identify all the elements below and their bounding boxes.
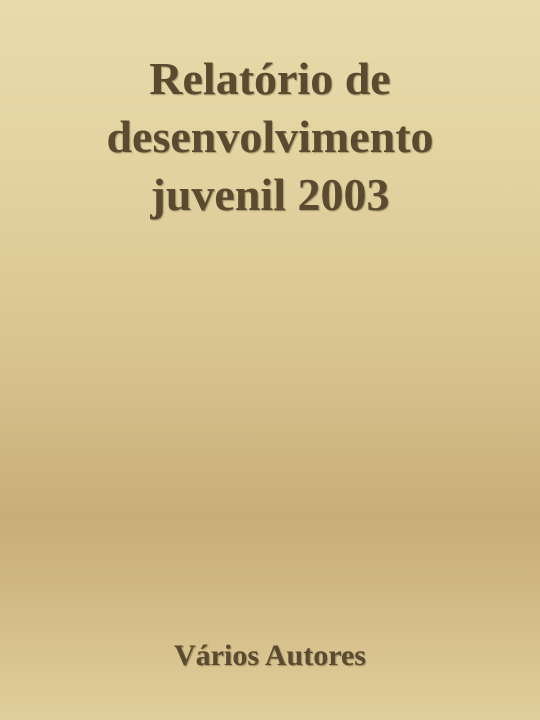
book-title-line-1: Relatório de — [149, 53, 391, 104]
book-title — [20, 50, 520, 224]
book-author: Vários Autores — [174, 639, 366, 672]
book-title-line-3: juvenil 2003 — [150, 169, 390, 220]
book-title-line-2: desenvolvimento — [106, 111, 434, 162]
